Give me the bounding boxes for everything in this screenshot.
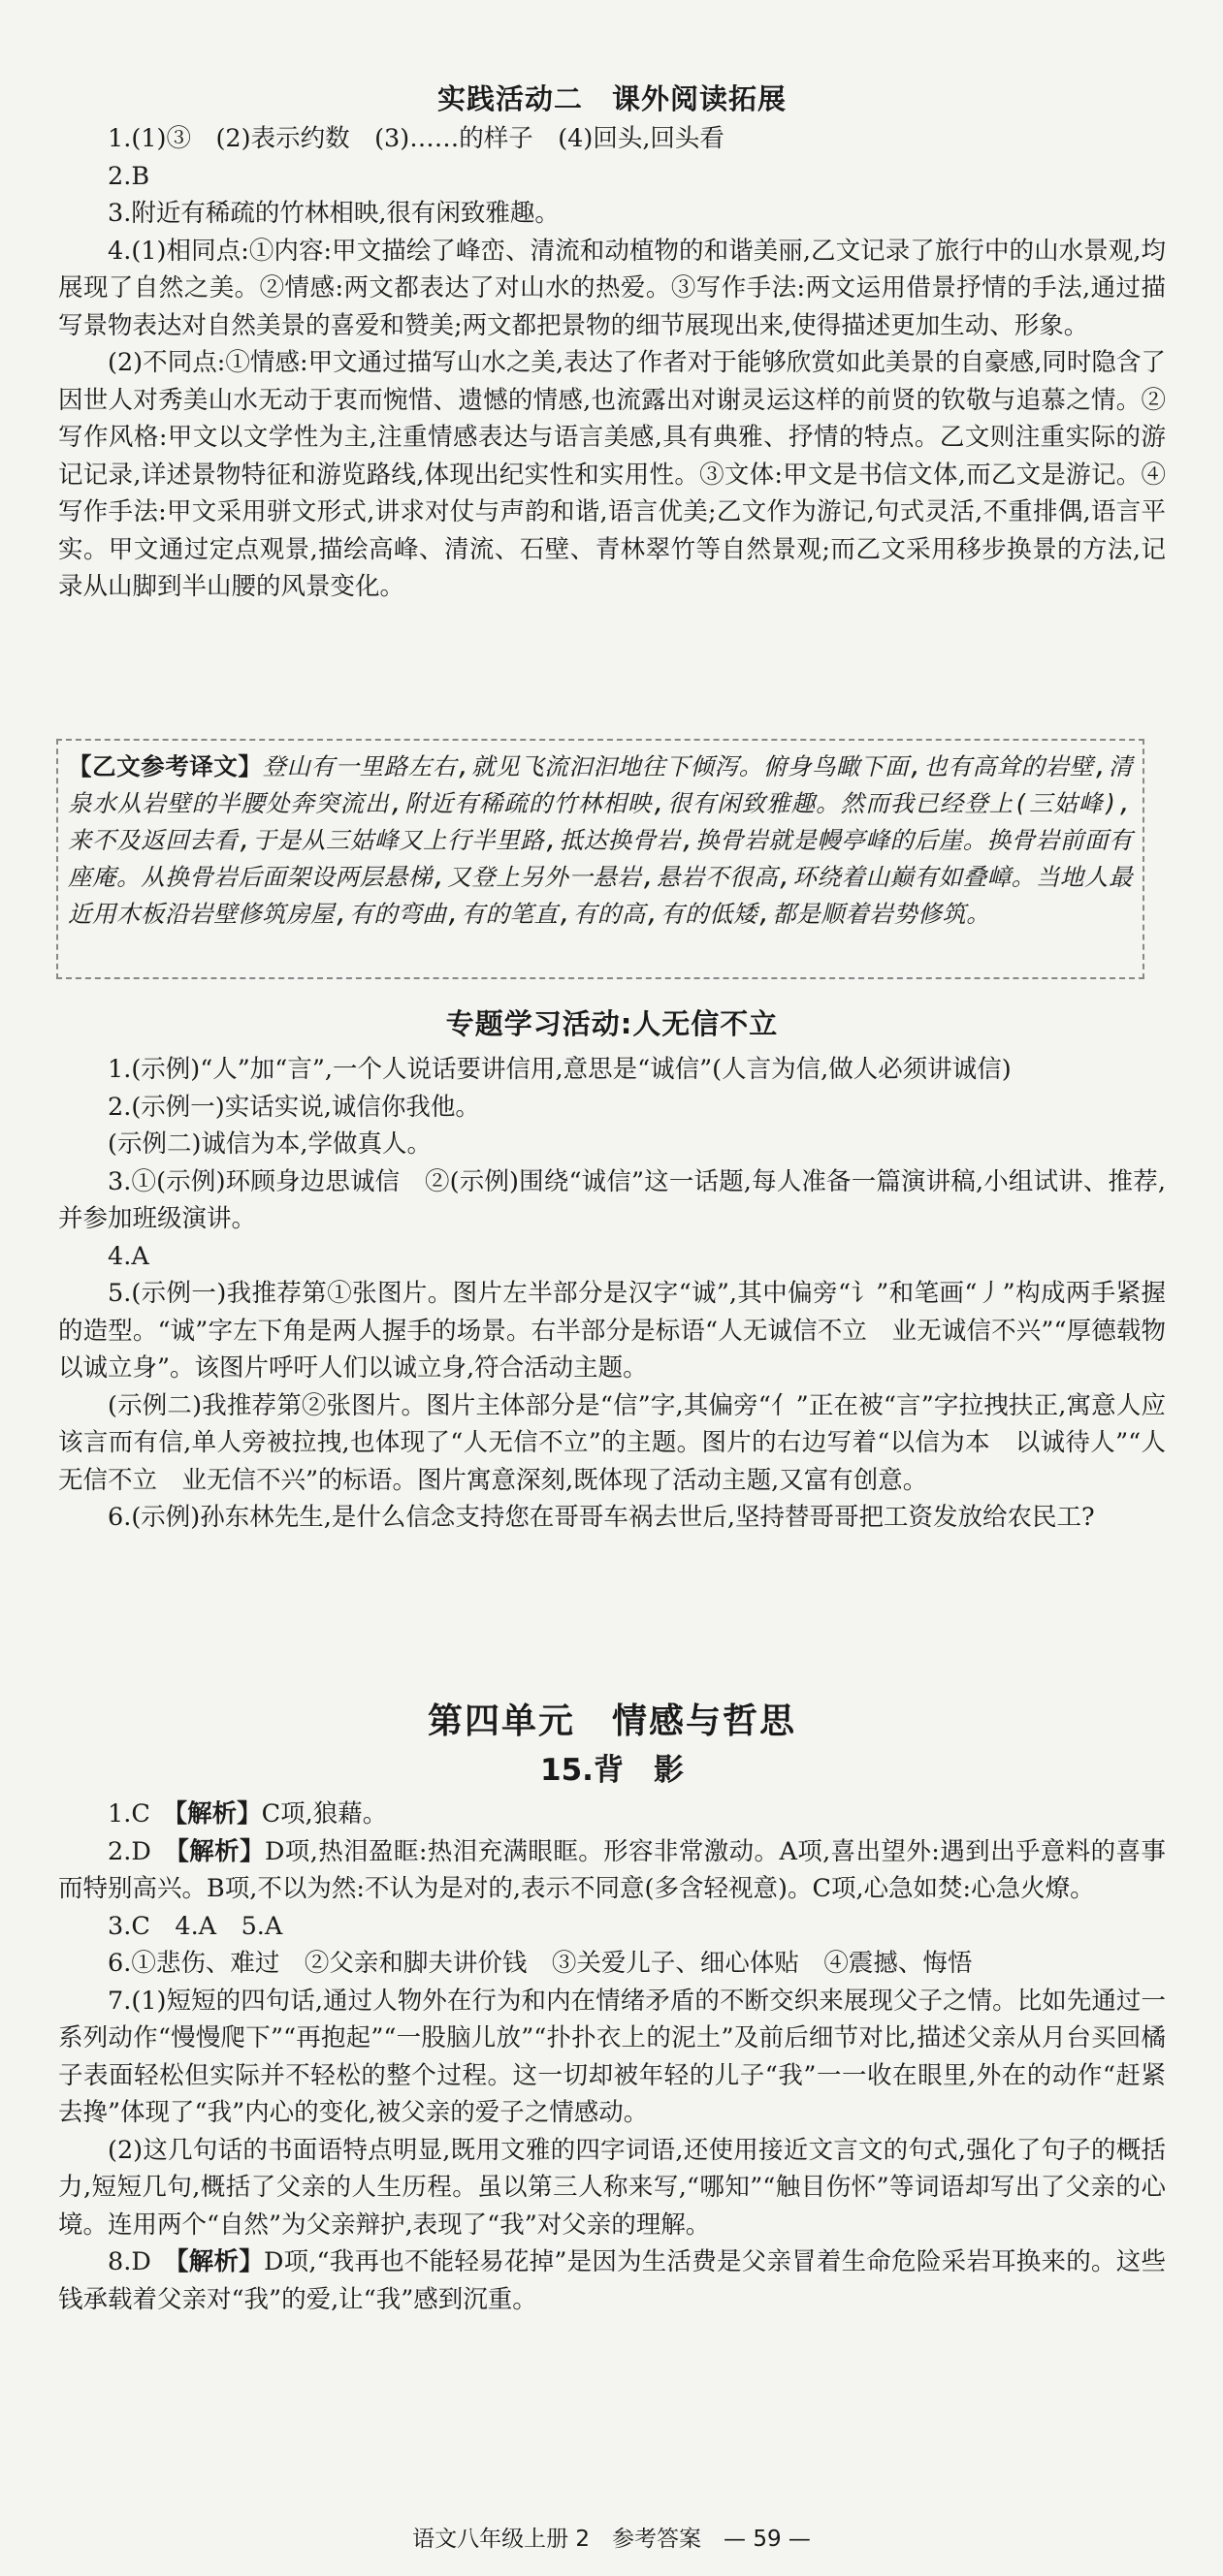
answer-7-part-1: 7.(1)短短的四句话,通过人物外在行为和内在情绪矛盾的不断交织来展现父子之情。比如先通过一系列动作“慢慢爬下”“再抱起”“一股脑儿放”“扑扑衣上的泥土”及前后细节对比,描述父亲从月台买回橘子表面轻松但实际并不轻松的整个过程。这一切却被年轻的儿子“我”一一收在眼里,外在的动作“赶紧去搀”体现了“我”内心的变化,被父亲的爱子之情感动。 [58, 1986, 1166, 2127]
answer-2: 2.B [108, 161, 150, 191]
answer-3: 3.附近有稀疏的竹林相映,很有闲致雅趣。 [108, 199, 560, 228]
answer-1: 1.C 【解析】C项,狼藉。 [108, 1799, 388, 1829]
answer-1: 1.(示例)“人”加“言”,一个人说话要讲信用,意思是“诚信”(人言为信,做人必须讲诚信) [108, 1055, 1012, 1084]
section-title-reading: 实践活动二 课外阅读拓展 [436, 82, 787, 115]
answer-2-example-2: (示例二)诚信为本,学做真人。 [108, 1129, 433, 1159]
translation-box [56, 739, 1144, 979]
answer-4-differences: (2)不同点:①情感:甲文通过描写山水之美,表达了作者对于能够欣赏如此美景的自豪感,同时隐含了因世人对秀美山水无动于衷而惋惜、遗憾的情感,也流露出对谢灵运这样的前贤的钦敬与追慕之情。②写作风格:甲文以文学性为主,注重情感表达与语言美感,具有典雅、抒情的特点。乙文则注重实际的游记记录,详述景物特征和游览路线,体现出纪实性和实用性。③文体:甲文是书信文体,而乙文是游记。④写作手法:甲文采用骈文形式,讲求对仗与声韵和谐,语言优美;乙文作为游记,句式灵活,不重排偶,语言平实。甲文通过定点观景,描绘高峰、清流、石壁、青林翠竹等自然景观;而乙文采用移步换景的方法,记录从山脚到半山腰的风景变化。 [58, 348, 1166, 601]
analysis-tag: 【解析】 [175, 1799, 262, 1829]
translation-label: 【乙文参考译文】 [68, 752, 263, 780]
answer-2-example-1: 2.(示例一)实话实说,诚信你我他。 [108, 1092, 480, 1122]
section-reading-answers [58, 120, 1166, 606]
analysis-tag: 【解析】 [177, 1836, 265, 1866]
answer-5-example-1: 5.(示例一)我推荐第①张图片。图片左半部分是汉字“诚”,其中偏旁“讠”和笔画“丿”构成两手紧握的造型。“诚”字左下角是两人握手的场景。右半部分是标语“人无诚信不立 业无诚信不兴”“厚德载物 以诚立身”。该图片呼吁人们以诚立身,符合活动主题。 [58, 1279, 1191, 1383]
answer-7-part-2: (2)这几句话的书面语特点明显,既用文雅的四字词语,还使用接近文言文的句式,强化了句子的概括力,短短几句,概括了父亲的人生历程。虽以第三人称来写,“哪知”“触目伤怀”等词语却写出了父亲的心境。连用两个“自然”为父亲辩护,表现了“我”对父亲的理解。 [58, 2135, 1166, 2240]
answer-3-5: 3.C 4.A 5.A [108, 1911, 283, 1941]
translation-paragraph [68, 748, 1133, 933]
analysis-tag: 【解析】 [176, 2247, 264, 2276]
answer-1: 1.(1)③ (2)表示约数 (3)……的样子 (4)回头,回头看 [108, 124, 724, 153]
answer-3: 3.①(示例)环顾身边思诚信 ②(示例)围绕“诚信”这一话题,每人准备一篇演讲稿,小组试讲、推荐,并参加班级演讲。 [58, 1166, 1166, 1233]
section-honesty-answers [58, 1051, 1191, 1537]
answer-6: 6.(示例)孙东林先生,是什么信念支持您在哥哥车祸去世后,坚持替哥哥把工资发放给农民工? [108, 1503, 1095, 1532]
page-footer: 语文八年级上册 2 参考答案 — 59 — [412, 2527, 811, 2552]
answer-5-example-2: (示例二)我推荐第②张图片。图片主体部分是“信”字,其偏旁“亻”正在被“言”字拉拽扶正,寓意人应该言而有信,单人旁被拉拽,也体现了“人无信不立”的主题。图片的右边写着“以信为本 以诚待人”“人无信不立 业无信不兴”的标语。图片寓意深刻,既体现了活动主题,又富有创意。 [58, 1390, 1166, 1495]
answer-8: 8.D 【解析】D项,“我再也不能轻易花掉”是因为生活费是父亲冒着生命危险采岩耳换来的。这些钱承载着父亲对“我”的爱,让“我”感到沉重。 [58, 2247, 1166, 2314]
unit-title: 第四单元 情感与哲思 [427, 1701, 796, 1741]
lesson-title: 15.背 影 [540, 1753, 684, 1788]
translation-text: 登山有一里路左右,就见飞流汩汩地往下倾泻。俯身鸟瞰下面,也有高耸的岩壁,清泉水从岩壁的半腰处奔突流出,附近有稀疏的竹林相映,很有闲致雅趣。然而我已经登上(三姑峰),来不及返回去看,于是从三姑峰又上行半里路,抵达换骨岩,换骨岩就是幔亭峰的后崖。换骨岩前面有座庵。从换骨岩后面架设两层悬梯,又登上另外一悬岩,悬岩不很高,环绕着山巅有如叠嶂。当地人最近用木板沿岩壁修筑房屋,有的弯曲,有的笔直,有的高,有的低矮,都是顺着岩势修筑。 [68, 752, 1134, 928]
section-title-honesty: 专题学习活动:人无信不立 [445, 1007, 779, 1040]
lesson-answers [58, 1796, 1166, 2318]
answer-6: 6.①悲伤、难过 ②父亲和脚夫讲价钱 ③关爱儿子、细心体贴 ④震撼、悔悟 [108, 1949, 973, 1978]
answer-4: 4.A [108, 1241, 149, 1271]
answer-4-similarities: 4.(1)相同点:①内容:甲文描绘了峰峦、清流和动植物的和谐美丽,乙文记录了旅行中的山水景观,均展现了自然之美。②情感:两文都表达了对山水的热爱。③写作手法:两文运用借景抒情的手法,通过描写景物表达对自然美景的喜爱和赞美;两文都把景物的细节展现出来,使得描述更加生动、形象。 [58, 236, 1166, 340]
answer-2: 2.D 【解析】D项,热泪盈眶:热泪充满眼眶。形容非常激动。A项,喜出望外:遇到出乎意料的喜事而特别高兴。B项,不以为然:不认为是对的,表示不同意(多含轻视意)。C项,心急如焚:心急火燎。 [58, 1836, 1166, 1903]
